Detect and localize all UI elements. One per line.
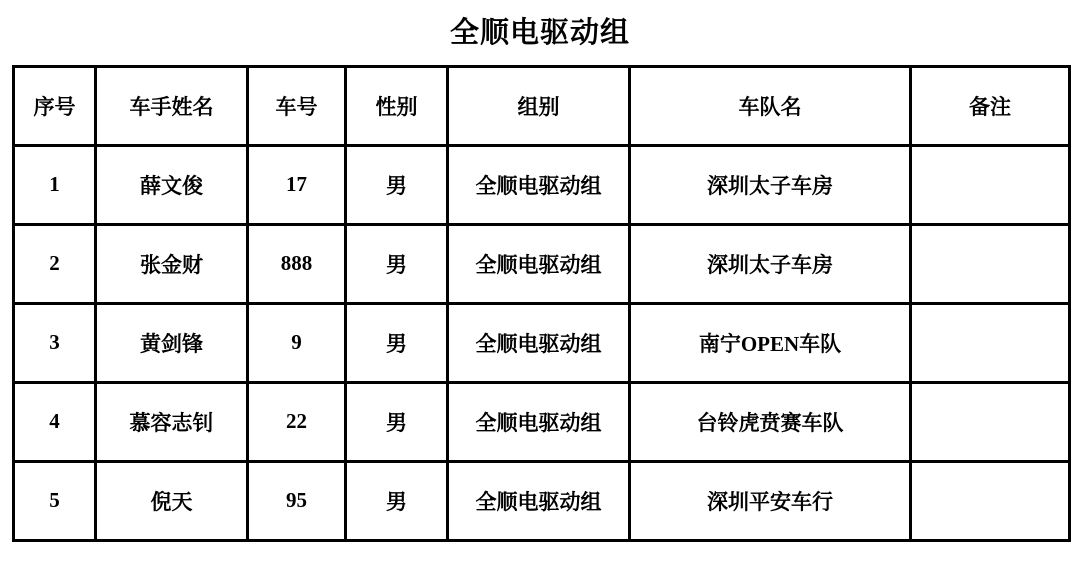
cell-team: 深圳平安车行 xyxy=(630,461,911,540)
column-header-group: 组别 xyxy=(448,66,630,145)
cell-team: 台铃虎贲赛车队 xyxy=(630,382,911,461)
table-row xyxy=(14,303,1070,382)
cell-gender: 男 xyxy=(346,461,448,540)
column-header-remark: 备注 xyxy=(911,66,1070,145)
cell-group: 全顺电驱动组 xyxy=(448,145,630,224)
column-header-team: 车队名 xyxy=(630,66,911,145)
cell-group: 全顺电驱动组 xyxy=(448,224,630,303)
column-header-index: 序号 xyxy=(14,66,96,145)
cell-name: 张金财 xyxy=(96,224,248,303)
cell-number: 888 xyxy=(248,224,346,303)
cell-name: 薛文俊 xyxy=(96,145,248,224)
cell-remark xyxy=(911,145,1070,224)
cell-gender: 男 xyxy=(346,145,448,224)
cell-name: 慕容志钊 xyxy=(96,382,248,461)
roster-table xyxy=(12,65,1071,542)
cell-number: 17 xyxy=(248,145,346,224)
cell-team: 深圳太子车房 xyxy=(630,145,911,224)
table-row xyxy=(14,224,1070,303)
column-header-name: 车手姓名 xyxy=(96,66,248,145)
table-header-row xyxy=(14,66,1070,145)
column-header-number: 车号 xyxy=(248,66,346,145)
roster-table-container xyxy=(0,65,1080,542)
cell-gender: 男 xyxy=(346,382,448,461)
cell-index: 4 xyxy=(14,382,96,461)
cell-index: 2 xyxy=(14,224,96,303)
cell-team: 深圳太子车房 xyxy=(630,224,911,303)
page-title: 全顺电驱动组 xyxy=(449,17,630,49)
cell-index: 3 xyxy=(14,303,96,382)
cell-remark xyxy=(911,303,1070,382)
table-header xyxy=(14,66,1070,145)
column-header-gender: 性别 xyxy=(346,66,448,145)
cell-group: 全顺电驱动组 xyxy=(448,303,630,382)
cell-name: 黄剑锋 xyxy=(96,303,248,382)
cell-number: 22 xyxy=(248,382,346,461)
table-row xyxy=(14,145,1070,224)
cell-gender: 男 xyxy=(346,303,448,382)
cell-remark xyxy=(911,382,1070,461)
cell-index: 1 xyxy=(14,145,96,224)
cell-group: 全顺电驱动组 xyxy=(448,382,630,461)
cell-group: 全顺电驱动组 xyxy=(448,461,630,540)
cell-index: 5 xyxy=(14,461,96,540)
cell-gender: 男 xyxy=(346,224,448,303)
cell-remark xyxy=(911,224,1070,303)
table-body xyxy=(14,145,1070,540)
cell-number: 9 xyxy=(248,303,346,382)
table-row xyxy=(14,461,1070,540)
cell-number: 95 xyxy=(248,461,346,540)
cell-team: 南宁OPEN车队 xyxy=(630,303,911,382)
cell-remark xyxy=(911,461,1070,540)
table-row xyxy=(14,382,1070,461)
cell-name: 倪天 xyxy=(96,461,248,540)
